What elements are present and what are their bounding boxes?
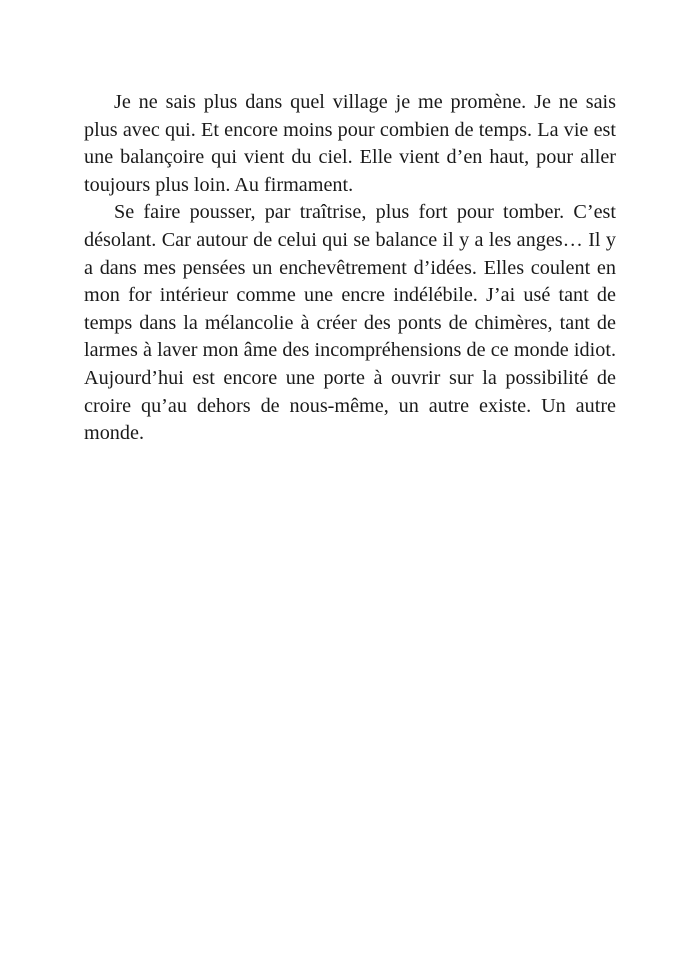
body-text — [84, 89, 616, 448]
paragraph-1: Je ne sais plus dans quel village je me promène. Je ne sais plus avec qui. Et encore moins pour combien de temps. La vie est une balançoire qui vient du ciel. Elle vient d’en haut, pour aller toujours plus loin. Au firmament. — [84, 91, 616, 196]
paragraph-2: Se faire pousser, par traîtrise, plus fort pour tomber. C’est désolant. Car autour de celui qui se balance il y a les anges… Il y a dans mes pensées un enchevêtrement d’idées. Elles coulent en mon for intérieur comme une encre indélébile. J’ai usé tant de temps dans la mélancolie à créer des ponts de chimères, tant de larmes à laver mon âme des incompréhensions de ce monde idiot. Aujourd’hui est encore une porte à ouvrir sur la possibilité de croire qu’au dehors de nous-même, un autre existe. Un autre monde. — [84, 201, 616, 445]
